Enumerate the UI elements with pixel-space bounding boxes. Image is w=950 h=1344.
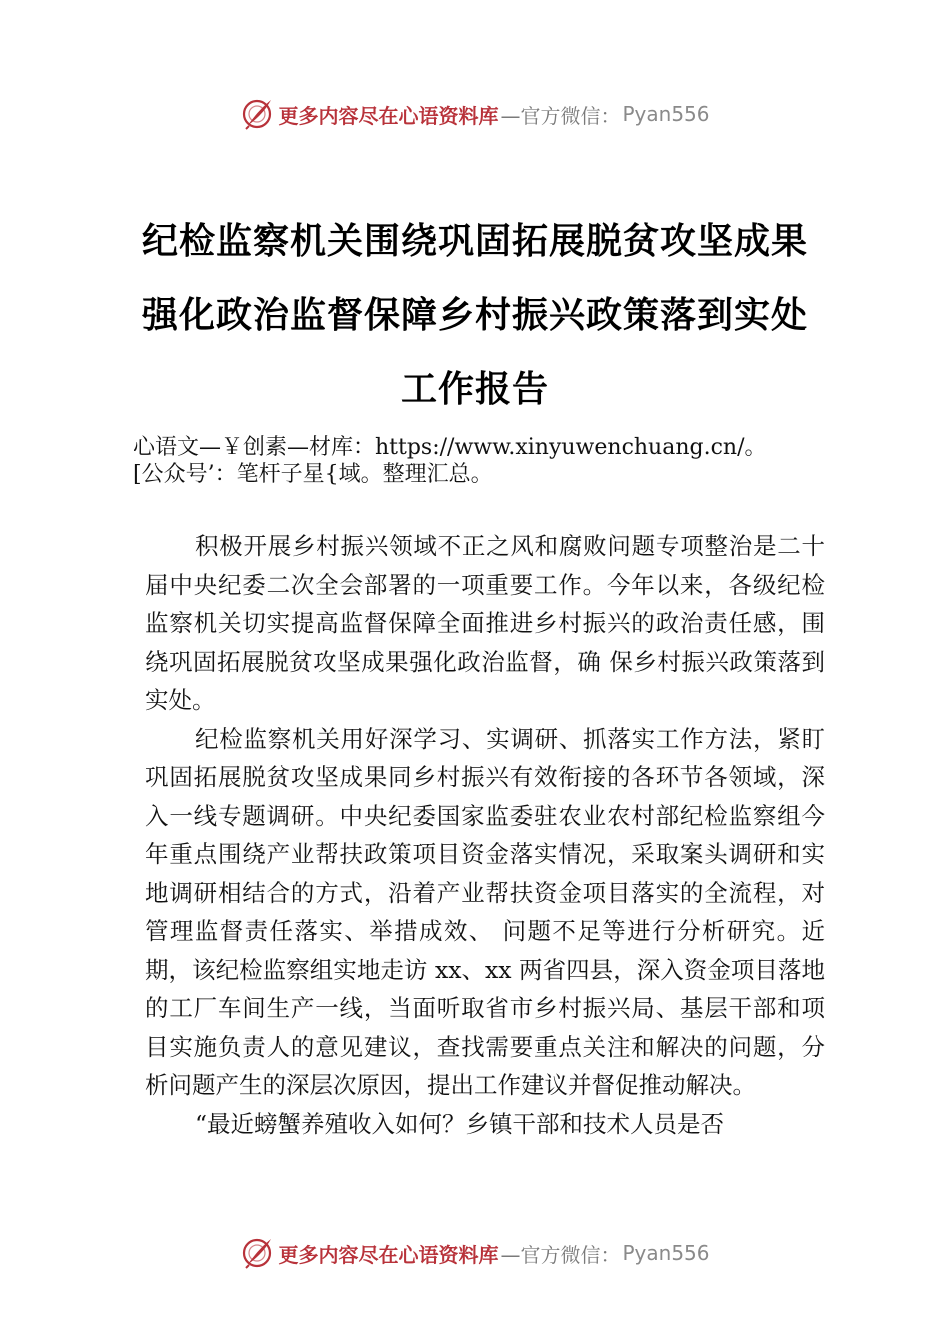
watermark-lead-text: 更多内容尽在心语资料库 xyxy=(278,103,499,128)
watermark-wechat-id: Pyan556 xyxy=(622,1241,710,1265)
footer-watermark xyxy=(0,1233,950,1273)
feather-circle-logo-icon xyxy=(240,97,274,131)
watermark-wechat-id: Pyan556 xyxy=(622,102,710,126)
source-line-2: [公众号’：笔杆子星{域。整理汇总。 xyxy=(133,462,493,487)
source-line-1: 心语文—￥创素—材库：https://www.xinyuwenchuang.cn/。 xyxy=(133,435,767,460)
body-paragraph-2: 纪检监察机关用好深学习、实调研、抓落实工作方法，紧盯巩固拓展脱贫攻坚成果同乡村振兴有效衔接的各环节各领域，深入一线专题调研。中央纪委国家监委驻农业农村部纪检监察组今年重点围绕产业帮扶政策项目资金落实情况，采取案头调研和实地调研相结合的方式，沿着产业帮扶资金项目落实的全流程，对管理监督责任落实、举措成效、 问题不足等进行分析研究。近期，该纪检监察组实地走访 xx、xx 两省四县，深入资金项目落地的工厂车间生产一线，当面听取省市乡村振兴局、基层干部和项目实施负责人的意见建议，查找需要重点关注和解决的问题，分析问题产生的深层次原因，提出工作建议并督促推动解决。 xyxy=(145,724,825,1099)
body-paragraph-1: 积极开展乡村振兴领域不正之风和腐败问题专项整治是二十届中央纪委二次全会部署的一项重要工作。今年以来，各级纪检监察机关切实提高监督保障全面推进乡村振兴的政治责任感，围绕巩固拓展脱贫攻坚成果强化政治监督，确 保乡村振兴政策落到实处。 xyxy=(145,532,825,714)
document-title-line-1: 纪检监察机关围绕巩固拓展脱贫攻坚成果 xyxy=(141,220,808,262)
watermark-lead-text: 更多内容尽在心语资料库 xyxy=(278,1242,499,1267)
document-body xyxy=(145,527,825,1143)
watermark-middle-text: —官方微信： xyxy=(500,1242,621,1267)
body-paragraph-3: “最近螃蟹养殖收入如何？乡镇干部和技术人员是否 xyxy=(195,1109,725,1138)
header-watermark xyxy=(0,94,950,134)
watermark-middle-text: —官方微信： xyxy=(500,103,621,128)
document-title-line-3: 工作报告 xyxy=(400,368,549,410)
document-title-line-2: 强化政治监督保障乡村振兴政策落到实处 xyxy=(141,294,808,336)
feather-circle-logo-icon xyxy=(240,1236,274,1270)
